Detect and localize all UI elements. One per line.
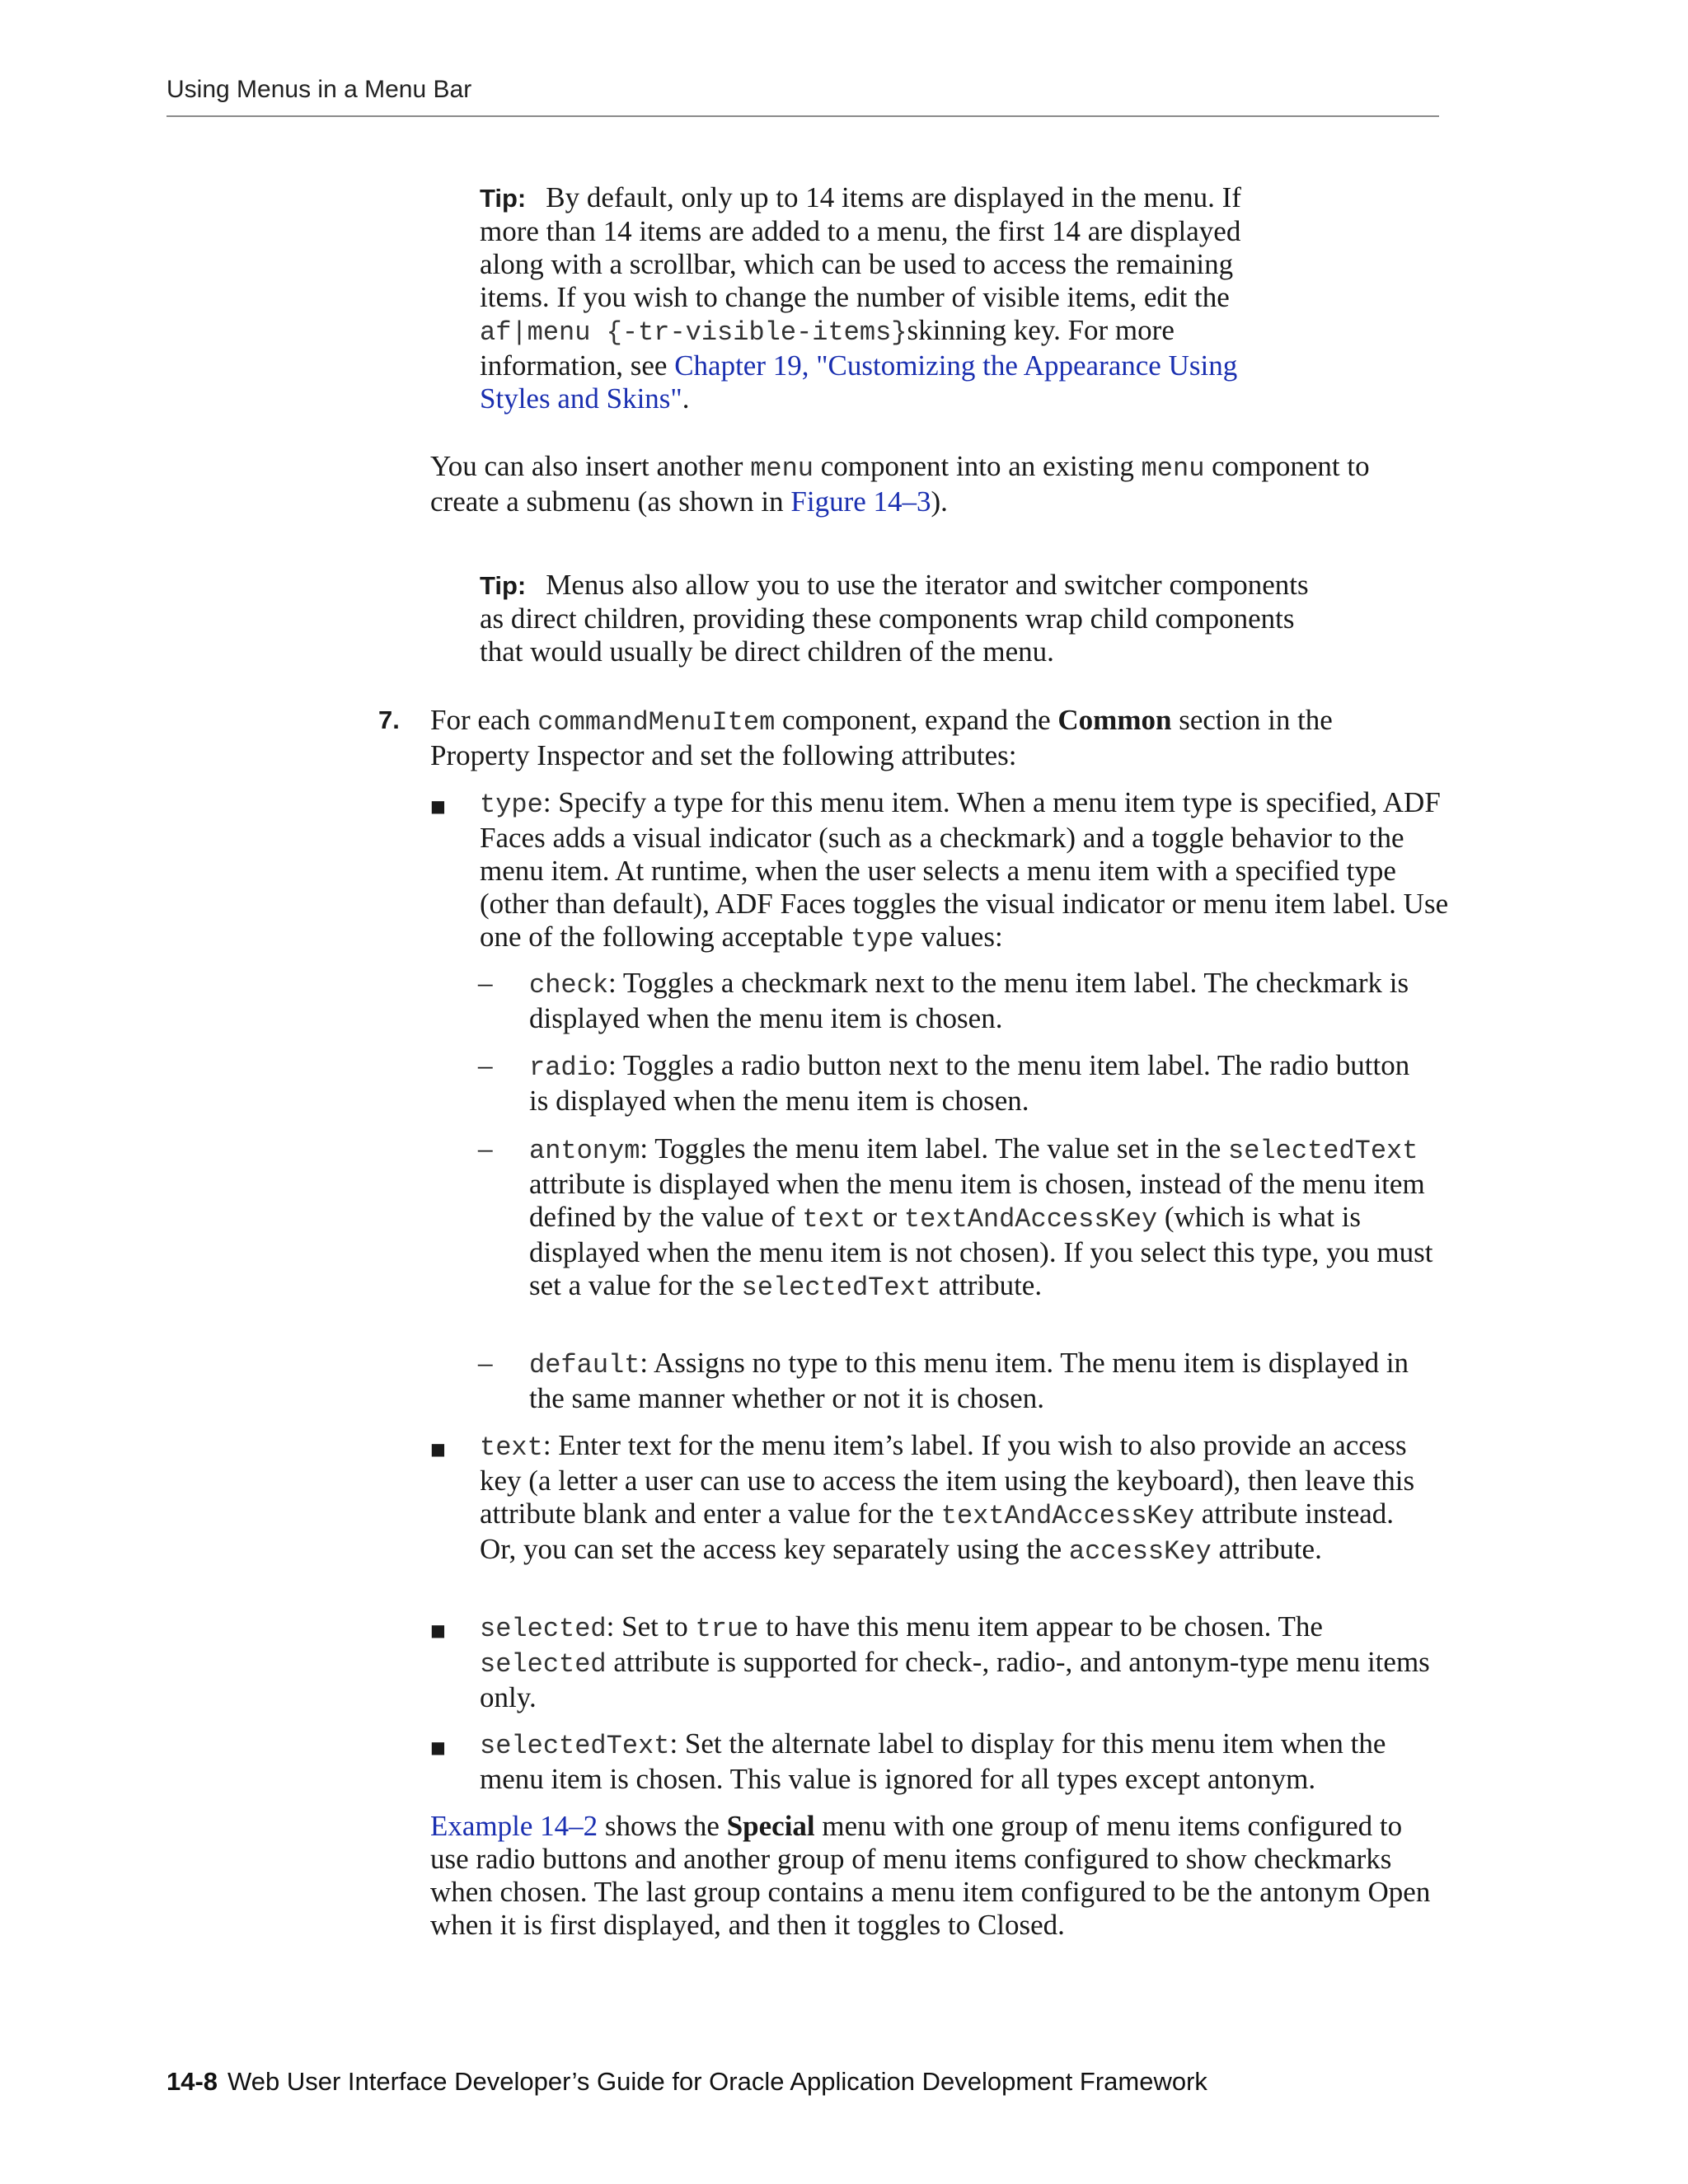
code-selectedtext: selectedText [741, 1272, 931, 1303]
code-selected: selected [480, 1649, 607, 1680]
dash-check-type [529, 967, 1436, 1035]
code-type: type [480, 790, 543, 820]
dash-icon: – [478, 1049, 493, 1081]
dash-text: : Assigns no type to this menu item. The menu item is displayed in the same manner whether or not it is chosen. [529, 1347, 1409, 1414]
paragraph-text: component to create a submenu (as shown in [430, 450, 1370, 518]
dash-antonym-type [529, 1132, 1436, 1305]
bullet-type-attribute [480, 786, 1452, 956]
dash-text: : Toggles a radio button next to the menu item label. The radio button is displayed when the menu item is chosen. [529, 1049, 1410, 1117]
step-text: For each [430, 704, 538, 736]
paragraph-text: component into an existing [814, 450, 1142, 482]
code-text: text [480, 1432, 543, 1463]
example-14-2-link[interactable]: Example 14–2 [430, 1810, 598, 1842]
code-selected: selected [480, 1614, 607, 1644]
code-menu: menu [750, 453, 814, 484]
running-header: Using Menus in a Menu Bar [166, 76, 472, 103]
dash-default-type [529, 1347, 1444, 1415]
step-number: 7. [378, 705, 400, 734]
bullet-icon: ■ [430, 1737, 446, 1757]
example-paragraph [430, 1810, 1436, 1942]
code-textandaccesskey: textAndAccessKey [940, 1501, 1195, 1531]
bold-common: Common [1057, 704, 1172, 736]
tip-text: . [682, 382, 690, 415]
tip-note-iterator [480, 569, 1337, 668]
book-title: Web User Interface Developer’s Guide for Oracle Application Development Framework [227, 2067, 1207, 2096]
dash-icon: – [478, 967, 493, 999]
code-selectedtext: selectedText [1228, 1136, 1418, 1166]
bullet-text: attribute instead. Or, you can set the access key separately using the [480, 1497, 1395, 1565]
bullet-text: : Set the alternate label to display for this menu item when the menu item is chosen. This value is ignored for all types except antonym. [480, 1727, 1386, 1795]
bullet-text: attribute is supported for check-, radio-, and antonym-type menu items only. [480, 1646, 1430, 1713]
bullet-text: : Set to [606, 1610, 696, 1643]
bullet-selected-attribute [480, 1610, 1436, 1714]
step-text: component, expand the [775, 704, 1058, 736]
code-skin-key: af|menu {-tr-visible-items} [480, 317, 907, 348]
bullet-text: values: [913, 921, 1003, 953]
submenu-paragraph [430, 450, 1436, 518]
bold-special: Special [726, 1810, 815, 1842]
code-true: true [695, 1614, 759, 1644]
code-antonym: antonym [529, 1136, 640, 1166]
dash-text: or [865, 1201, 904, 1233]
code-selectedtext: selectedText [480, 1731, 670, 1761]
tip-text: skinning key. For more information, see [480, 314, 1175, 382]
step-7-text [430, 704, 1419, 772]
bullet-text: : Enter text for the menu item’s label. If you wish to also provide an access key (a letter a user can use to access the item using the keyboard), then leave this attribute blank and enter a value for the [480, 1429, 1415, 1530]
bullet-icon: ■ [430, 796, 446, 816]
code-accesskey: accessKey [1068, 1536, 1212, 1567]
dash-radio-type [529, 1049, 1436, 1118]
dash-icon: – [478, 1347, 493, 1379]
tip-note-visible-items [480, 181, 1296, 415]
tip-text: Menus also allow you to use the iterator and switcher components as direct children, providing these components wrap child components that would usually be direct children of the menu. [480, 569, 1309, 668]
figure-14-3-link[interactable]: Figure 14–3 [790, 485, 931, 518]
dash-text: : Toggles the menu item label. The value set in the [640, 1132, 1229, 1165]
code-default: default [529, 1350, 640, 1380]
step-text: section in the Property Inspector and set the following attributes: [430, 704, 1333, 771]
bullet-text-attribute [480, 1429, 1436, 1568]
tip-text: By default, only up to 14 items are displayed in the menu. If more than 14 items are added to a menu, the first 14 are displayed along with a scrollbar, which can be used to access the remaining items. If you wish to change the number of visible items, edit the [480, 181, 1241, 313]
dash-text: attribute is displayed when the menu item is chosen, instead of the menu item defined by the value of [529, 1168, 1425, 1233]
dash-text: (which is what is displayed when the menu item is not chosen). If you select this type, you must set a value for the [529, 1201, 1433, 1301]
dash-icon: – [478, 1132, 493, 1165]
chapter-19-link[interactable]: Chapter 19, "Customizing the Appearance Using Styles and Skins" [480, 349, 1238, 415]
paragraph-text: shows the [598, 1810, 727, 1842]
bullet-icon: ■ [430, 1439, 446, 1459]
code-commandmenuitem: commandMenuItem [537, 707, 776, 738]
code-menu: menu [1141, 453, 1205, 484]
header-rule [166, 115, 1439, 117]
bullet-icon: ■ [430, 1620, 446, 1640]
code-textandaccesskey: textAndAccessKey [903, 1204, 1158, 1235]
bullet-text: attribute. [1211, 1533, 1322, 1565]
paragraph-text: menu with one group of menu items configured to use radio buttons and another group of menu items configured to show checkmarks when chosen. The last group contains a menu item configured to be the antonym Open when it is first displayed, and then it toggles to Closed. [430, 1810, 1431, 1941]
tip-label: Tip: [480, 184, 527, 213]
page-footer [166, 2067, 1207, 2097]
bullet-text: : Specify a type for this menu item. When a menu item type is specified, ADF Faces adds a visual indicator (such as a checkmark) and a toggle behavior to the menu item. At runtime, when the user selects a menu item with a specified type (other than default), ADF Faces toggles the visual indicator or menu item label. Use one of the following acceptable [480, 786, 1449, 953]
code-radio: radio [529, 1052, 609, 1083]
paragraph-text: You can also insert another [430, 450, 751, 482]
page-number: 14-8 [166, 2067, 218, 2096]
bullet-text: to have this menu item appear to be chosen. The [758, 1610, 1323, 1643]
bullet-selectedtext-attribute [480, 1727, 1452, 1796]
tip-label: Tip: [480, 571, 527, 600]
paragraph-text: ). [931, 485, 948, 518]
dash-text: attribute. [931, 1269, 1043, 1301]
code-text: text [802, 1204, 866, 1235]
code-type: type [850, 924, 914, 954]
dash-text: : Toggles a checkmark next to the menu item label. The checkmark is displayed when the menu item is chosen. [529, 967, 1409, 1034]
code-check: check [529, 970, 609, 1001]
